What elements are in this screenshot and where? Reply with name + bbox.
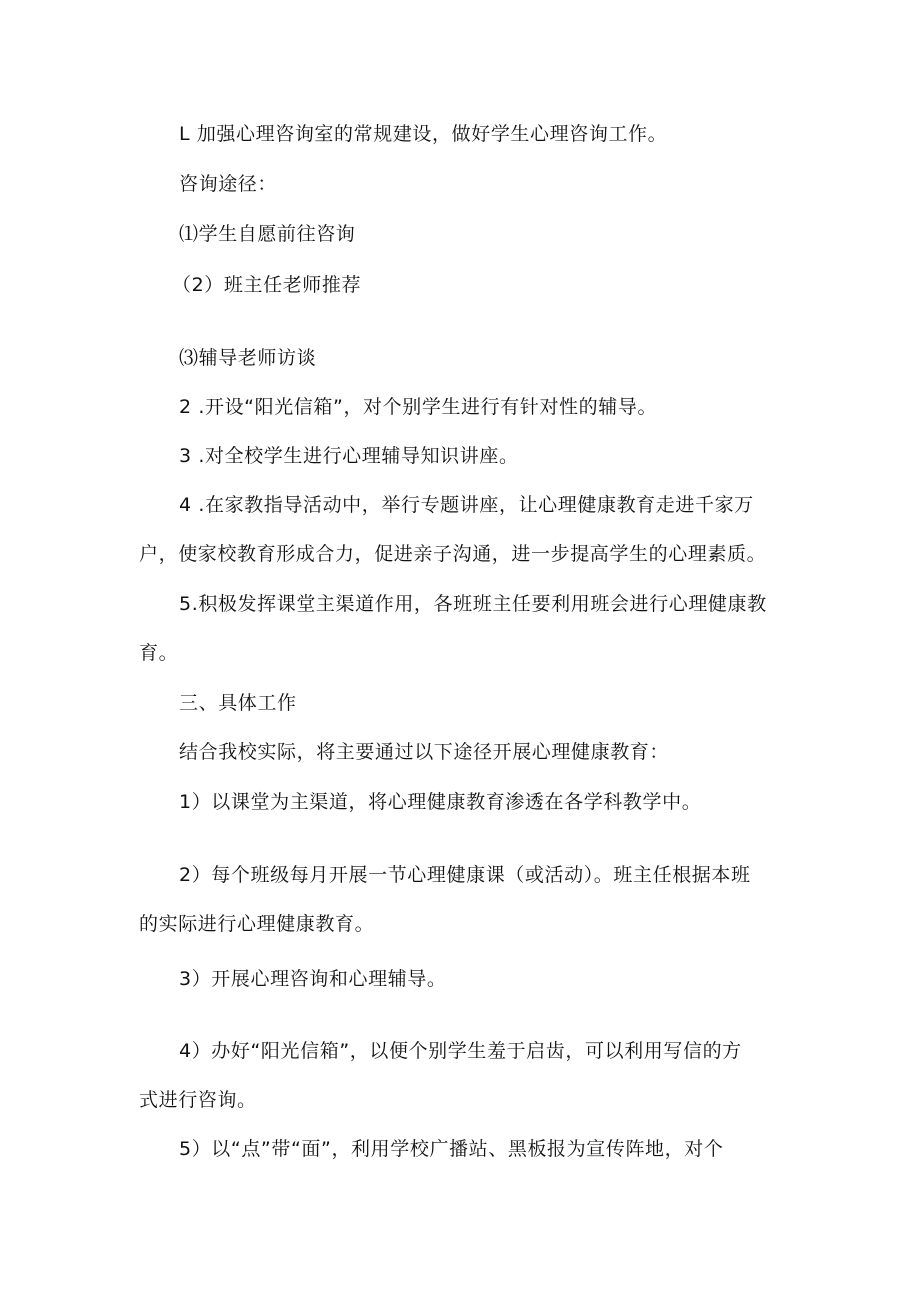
text-line: 的实际进行心理健康教育。: [139, 913, 375, 935]
text-line: 5.积极发挥课堂主渠道作用，各班班主任要利用班会进行心理健康教: [179, 593, 767, 615]
text-line: 咨询途径：: [179, 173, 278, 195]
section-heading: 三、具体工作: [179, 692, 297, 714]
text-line: 5）以“点”带“面”，利用学校广播站、黑板报为宣传阵地，对个: [179, 1138, 724, 1160]
text-line: 2 .开设“阳光信箱”，对个别学生进行有针对性的辅导。: [179, 396, 658, 418]
text-line: L 加强心理咨询室的常规建设，做好学生心理咨询工作。: [179, 123, 668, 145]
text-line: 式进行咨询。: [139, 1089, 257, 1111]
text-line: 3 .对全校学生进行心理辅导知识讲座。: [179, 445, 519, 467]
text-line: （2）班主任老师推荐: [172, 274, 362, 296]
text-line: ⑶辅导老师访谈: [179, 347, 317, 369]
text-line: 1）以课堂为主渠道，将心理健康教育渗透在各学科教学中。: [179, 791, 702, 813]
text-line: 户，使家校教育形成合力，促进亲子沟通，进一步提高学生的心理素质。: [139, 543, 767, 565]
text-line: 育。: [139, 642, 179, 664]
text-line: 结合我校实际，将主要通过以下途径开展心理健康教育：: [179, 741, 670, 763]
text-line: 4 .在家教指导活动中，举行专题讲座，让心理健康教育走进千家万: [179, 494, 754, 516]
text-line: 3）开展心理咨询和心理辅导。: [179, 968, 447, 990]
text-line: 4）办好“阳光信箱”，以便个别学生羞于启齿，可以利用写信的方: [179, 1040, 742, 1062]
text-line: ⑴学生自愿前往咨询: [179, 223, 356, 245]
text-line: 2）每个班级每月开展一节心理健康课（或活动）。班主任根据本班: [179, 864, 751, 886]
